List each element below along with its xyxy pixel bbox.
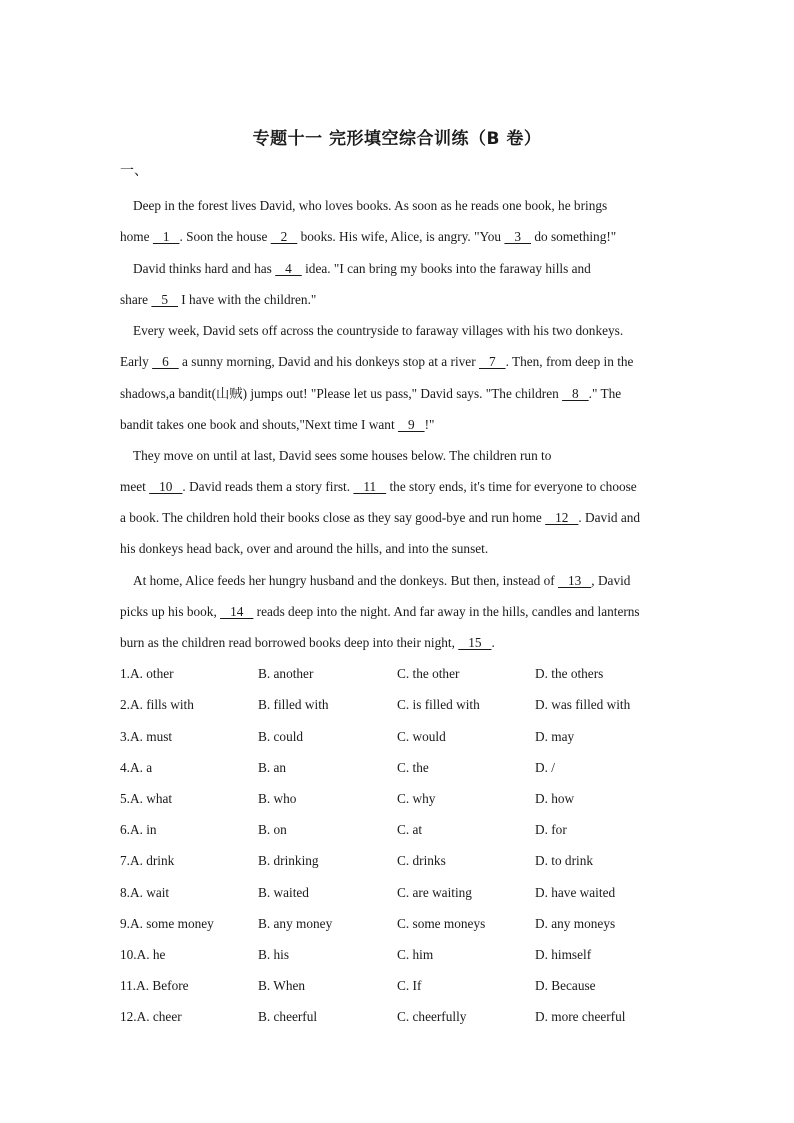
option-c: C. If — [397, 978, 422, 993]
option-c: C. why — [397, 791, 436, 806]
option-d: D. have waited — [535, 885, 616, 900]
passage-line: share 5 I have with the children." — [120, 292, 317, 307]
option-a: 7.A. drink — [120, 853, 175, 868]
question-row — [120, 728, 660, 746]
passage-line: his donkeys head back, over and around the hills, and into the sunset. — [120, 541, 489, 556]
option-b: B. drinking — [258, 853, 319, 868]
option-b: B. another — [258, 666, 314, 681]
option-d: D. the others — [535, 666, 604, 681]
option-c: C. are waiting — [397, 885, 472, 900]
option-d: D. himself — [535, 947, 592, 962]
passage-line: They move on until at last, David sees some houses below. The children run to — [133, 448, 552, 463]
option-d: D. may — [535, 729, 575, 744]
blank-9: 9 — [397, 417, 425, 432]
passage-line: Deep in the forest lives David, who loves books. As soon as he reads one book, he brings — [133, 198, 608, 213]
option-c: C. the — [397, 760, 429, 775]
blank-12: 12 — [545, 510, 579, 525]
option-c: C. drinks — [397, 853, 446, 868]
passage-line: shadows,a bandit(山贼) jumps out! "Please let us pass," David says. "The children 8 ." The — [120, 386, 622, 401]
question-row — [120, 821, 660, 839]
blank-7: 7 — [478, 354, 506, 369]
question-row — [120, 1008, 660, 1026]
option-c: C. him — [397, 947, 434, 962]
option-a: 8.A. wait — [120, 885, 170, 900]
option-a: 9.A. some money — [120, 916, 214, 931]
option-d: D. Because — [535, 978, 596, 993]
passage-line: picks up his book, 14 reads deep into the night. And far away in the hills, candles and lanterns — [120, 604, 640, 619]
blank-6: 6 — [152, 354, 179, 369]
question-row — [120, 977, 660, 995]
option-b: B. on — [258, 822, 287, 837]
passage-line: Early 6 a sunny morning, David and his donkeys stop at a river 7 . Then, from deep in the — [120, 354, 634, 369]
option-b: B. filled with — [258, 697, 329, 712]
blank-8: 8 — [562, 386, 589, 401]
section-label: 一、 — [120, 163, 148, 179]
question-row — [120, 946, 660, 964]
question-row — [120, 852, 660, 870]
page-title: 专题十一 完形填空综合训练（B 卷） — [252, 129, 542, 149]
option-b: B. who — [258, 791, 297, 806]
passage-line: home 1 . Soon the house 2 books. His wife, Alice, is angry. "You 3 do something!" — [120, 229, 617, 244]
passage-line: David thinks hard and has 4 idea. "I can bring my books into the faraway hills and — [133, 261, 591, 276]
option-b: B. his — [258, 947, 290, 962]
option-b: B. cheerful — [258, 1009, 318, 1024]
option-a: 5.A. what — [120, 791, 173, 806]
option-c: C. the other — [397, 666, 460, 681]
blank-11: 11 — [353, 479, 387, 494]
option-a: 10.A. he — [120, 947, 166, 962]
question-row — [120, 915, 660, 933]
blank-5: 5 — [151, 292, 178, 307]
passage-line: burn as the children read borrowed books deep into their night, 15 . — [120, 635, 495, 650]
option-a: 11.A. Before — [120, 978, 189, 993]
passage-line: Every week, David sets off across the countryside to faraway villages with his two donkeys. — [133, 323, 624, 338]
option-c: C. would — [397, 729, 446, 744]
option-c: C. at — [397, 822, 423, 837]
option-d: D. to drink — [535, 853, 593, 868]
blank-1: 1 — [152, 229, 180, 244]
option-b: B. When — [258, 978, 306, 993]
option-d: D. for — [535, 822, 567, 837]
option-b: B. any money — [258, 916, 333, 931]
option-a: 12.A. cheer — [120, 1009, 182, 1024]
option-a: 6.A. in — [120, 822, 157, 837]
option-c: C. is filled with — [397, 697, 480, 712]
question-row — [120, 759, 660, 777]
option-a: 2.A. fills with — [120, 697, 194, 712]
passage-line: a book. The children hold their books close as they say good-bye and run home 12 . David and — [120, 510, 641, 525]
passage-line: At home, Alice feeds her hungry husband and the donkeys. But then, instead of 13 , David — [133, 573, 631, 588]
blank-3: 3 — [504, 229, 531, 244]
question-row — [120, 884, 660, 902]
question-row — [120, 790, 660, 808]
option-c: C. cheerfully — [397, 1009, 467, 1024]
option-d: D. / — [535, 760, 555, 775]
option-d: D. any moneys — [535, 916, 616, 931]
blank-4: 4 — [275, 261, 302, 276]
passage-line: meet 10 . David reads them a story first. 11 the story ends, it's time for everyone to choose — [120, 479, 637, 494]
option-b: B. waited — [258, 885, 309, 900]
option-a: 4.A. a — [120, 760, 153, 775]
blank-15: 15 — [458, 635, 492, 650]
blank-13: 13 — [558, 573, 592, 588]
question-row — [120, 696, 660, 714]
blank-14: 14 — [220, 604, 254, 619]
option-d: D. was filled with — [535, 697, 631, 712]
option-d: D. how — [535, 791, 575, 806]
blank-10: 10 — [149, 479, 183, 494]
question-row — [120, 665, 660, 683]
option-b: B. an — [258, 760, 287, 775]
option-b: B. could — [258, 729, 304, 744]
passage-line: bandit takes one book and shouts,"Next time I want 9 !" — [120, 417, 435, 432]
option-c: C. some moneys — [397, 916, 486, 931]
option-a: 1.A. other — [120, 666, 174, 681]
option-d: D. more cheerful — [535, 1009, 626, 1024]
blank-2: 2 — [270, 229, 298, 244]
option-a: 3.A. must — [120, 729, 173, 744]
